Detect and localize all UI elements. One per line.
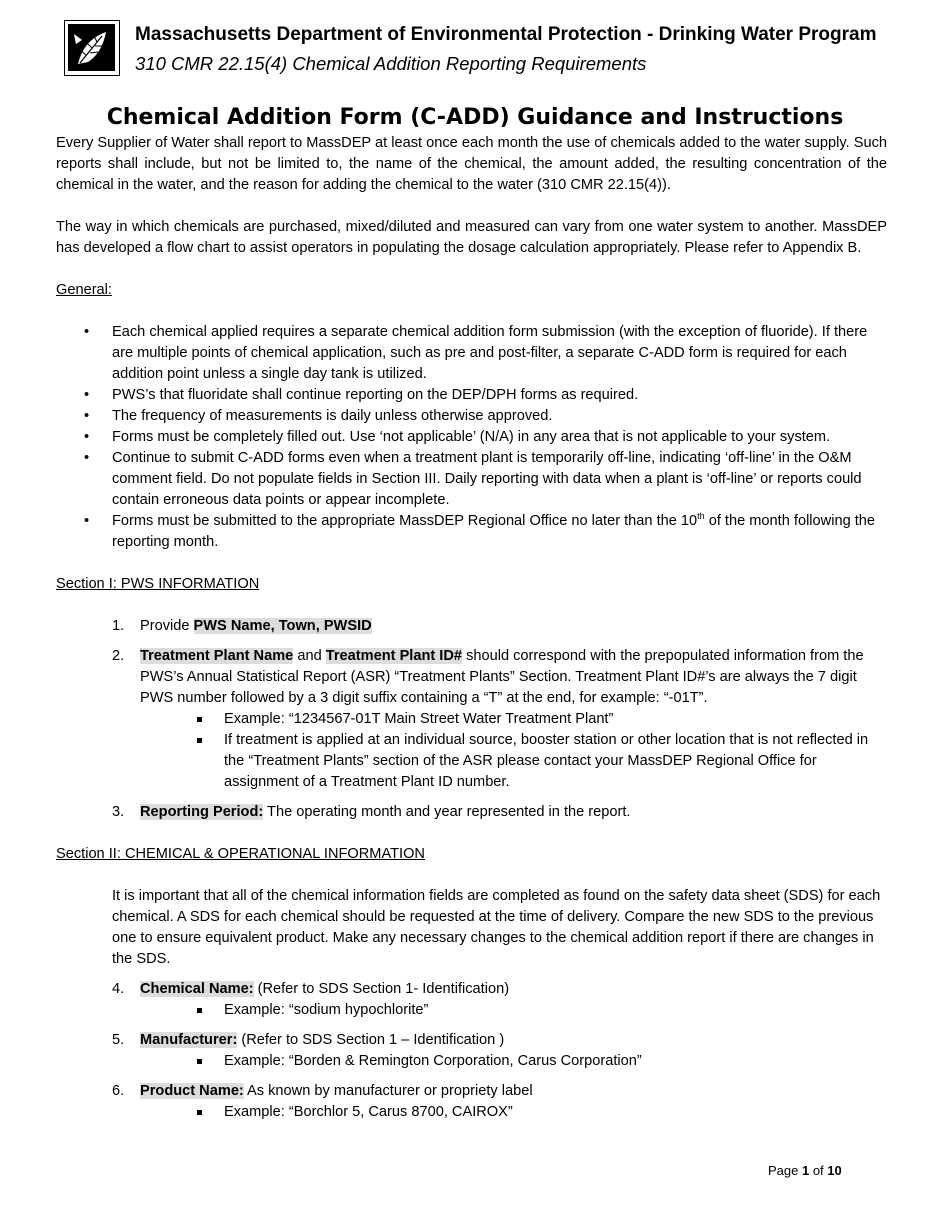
logo-mark	[68, 24, 115, 71]
massdep-logo	[64, 20, 120, 76]
document-body	[56, 133, 887, 1123]
section-2-intro: It is important that all of the chemical information fields are completed as found on the safety data sheet (SDS) for each chemical. A SDS for each chemical should be requested at the time of delivery. Compare the new SDS to the previous one to ensure equivalent product. Make any necessary changes to the chemical addition report if there are changes in the SDS.	[112, 888, 881, 967]
intro-paragraph-2: The way in which chemicals are purchased, mixed/diluted and measured can vary from one water system to another. MassDEP has developed a flow chart to assist operators in populating the dosage calculation appropriately. Please refer to Appendix B.	[56, 219, 887, 256]
section-2-item-4-example: Example: “sodium hypochlorite”	[56, 1000, 887, 1021]
section-1-heading: Section I: PWS INFORMATION	[56, 576, 260, 592]
section-2-heading: Section II: CHEMICAL & OPERATIONAL INFORMATION	[56, 846, 425, 862]
section-1-item-2-example: Example: “1234567-01T Main Street Water Treatment Plant”	[56, 709, 887, 730]
page-number: Page 1 of 10	[768, 1163, 842, 1178]
section-2-item-5: 5. Manufacturer: (Refer to SDS Section 1 – Identification )	[112, 1032, 505, 1048]
section-1-item-2: 2. Treatment Plant Name and Treatment Plant ID# should correspond with the prepopulated information from the PWS’s Annual Statistical Report (ASR) “Treatment Plants” Section. Treatment Plant ID#’s are always the 7 digit PWS number followed by a 3 digit suffix containing a “T” at the end, for example: “-01T”.	[112, 648, 864, 706]
section-2-item-5-example: Example: “Borden & Remington Corporation, Carus Corporation”	[56, 1051, 887, 1072]
general-bullet: • Each chemical applied requires a separate chemical addition form submission (with the exception of fluoride). If there are multiple points of chemical application, such as pre and post-filter, a separate C-ADD form is required for each addition point unless a single day tank is utilized.	[56, 322, 887, 385]
section-2-item-6-example: Example: “Borchlor 5, Carus 8700, CAIROX”	[56, 1102, 887, 1123]
general-bullet: • Forms must be submitted to the appropriate MassDEP Regional Office no later than the 10th of the month following the reporting month.	[56, 511, 887, 553]
general-heading: General:	[56, 282, 112, 298]
intro-paragraph-1: Every Supplier of Water shall report to MassDEP at least once each month the use of chemicals added to the water supply. Such reports shall include, but not be limited to, the name of the chemical, the amount added, the resulting concentration of the chemical in the water, and the reason for adding the chemical to the water (310 CMR 22.15(4)).	[56, 135, 887, 193]
section-1-item-3: 3. Reporting Period: The operating month and year represented in the report.	[112, 804, 631, 820]
document-title: Chemical Addition Form (C-ADD) Guidance and Instructions	[106, 105, 844, 130]
section-1-item-1: 1. Provide PWS Name, Town, PWSID	[112, 618, 372, 634]
general-bullet: • PWS’s that fluoridate shall continue reporting on the DEP/DPH forms as required.	[56, 385, 887, 406]
general-bullet: • Forms must be completely filled out. Use ‘not applicable’ (N/A) in any area that is not applicable to your system.	[56, 427, 887, 448]
section-1-item-2-note: If treatment is applied at an individual source, booster station or other location that is not reflected in the “Treatment Plants” section of the ASR please contact your MassDEP Regional Office for assignment of a Treatment Plant ID number.	[56, 730, 887, 793]
section-2-item-4: 4. Chemical Name: (Refer to SDS Section 1- Identification)	[112, 981, 510, 997]
header-subtitle: 310 CMR 22.15(4) Chemical Addition Reporting Requirements	[135, 53, 647, 74]
section-2-item-6: 6. Product Name: As known by manufacturer or propriety label	[112, 1083, 533, 1099]
general-bullet: • Continue to submit C-ADD forms even when a treatment plant is temporarily off-line, indicating ‘off-line’ in the O&M comment field. Do not populate fields in Section III. Daily reporting with data when a plant is ‘off-line’ or reports could contain erroneous data points or appear incomplete.	[56, 448, 887, 511]
header-title: Massachusetts Department of Environmental Protection - Drinking Water Program	[135, 24, 877, 45]
general-bullet-list	[56, 322, 887, 553]
leaf-icon	[68, 24, 115, 71]
general-bullet: • The frequency of measurements is daily unless otherwise approved.	[56, 406, 887, 427]
